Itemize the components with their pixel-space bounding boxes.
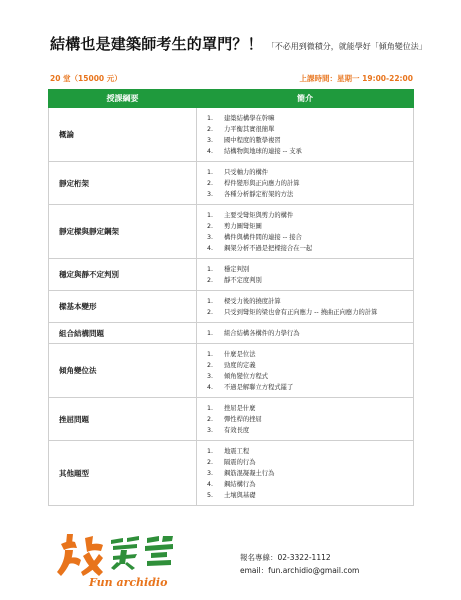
fun-archidio-logo	[55, 530, 185, 590]
list-item-text: 什麼是位法	[224, 350, 256, 358]
row-details	[197, 162, 414, 205]
list-item-number: 2.	[207, 276, 214, 284]
list-item	[207, 243, 409, 254]
list-item-number: 2.	[207, 125, 214, 133]
table-row	[49, 398, 414, 441]
detail-list	[207, 296, 409, 318]
row-topic: 靜定樑與靜定鋼架	[49, 205, 197, 259]
list-item	[207, 124, 409, 135]
list-item-number: 2.	[207, 308, 214, 316]
list-item-number: 2.	[207, 458, 214, 466]
list-item	[207, 167, 409, 178]
list-item-text: 傾角變位方程式	[224, 372, 269, 380]
list-item	[207, 349, 409, 360]
list-item-text: 國中程度的數學複習	[224, 136, 281, 144]
list-item-text: 剪力圖彎矩圖	[224, 222, 262, 230]
row-topic: 挫屈問題	[49, 398, 197, 441]
list-item-text: 勁度的定義	[224, 361, 256, 369]
list-item-text: 有效長度	[224, 426, 250, 434]
list-item	[207, 146, 409, 157]
row-details	[197, 398, 414, 441]
list-item-text: 穩定判別	[224, 265, 250, 273]
list-item-number: 1.	[207, 265, 214, 273]
list-item	[207, 178, 409, 189]
list-item	[207, 382, 409, 393]
detail-list	[207, 349, 409, 393]
list-item-text: 力平衡其實很簡單	[224, 125, 275, 133]
page-subtitle: 「不必用到微積分，就能學好「傾角變位法」	[266, 42, 427, 51]
row-topic: 靜定桁架	[49, 162, 197, 205]
row-details	[197, 323, 414, 344]
list-item	[207, 135, 409, 146]
row-details	[197, 205, 414, 259]
list-item	[207, 360, 409, 371]
syllabus-body	[49, 108, 414, 506]
list-item-text: 各種分析靜定桁架的方法	[224, 190, 294, 198]
table-row	[49, 323, 414, 344]
list-item-text: 鋼筋混凝凝土行為	[224, 469, 275, 477]
list-item-text: 挫屈是什麼	[224, 404, 256, 412]
list-item	[207, 307, 409, 318]
page-title-row	[50, 33, 430, 53]
list-item-text: 彈性桿的挫屈	[224, 415, 262, 423]
logo-english-text: Fun archidio	[89, 576, 168, 589]
list-item-number: 4.	[207, 244, 214, 252]
row-topic: 穩定與靜不定判別	[49, 259, 197, 291]
list-item-number: 4.	[207, 383, 214, 391]
row-details	[197, 259, 414, 291]
list-item-number: 3.	[207, 233, 214, 241]
table-row	[49, 108, 414, 162]
list-item	[207, 479, 409, 490]
header-topic: 授課綱要	[49, 90, 197, 108]
row-topic: 其他題型	[49, 441, 197, 506]
list-item-number: 5.	[207, 491, 214, 499]
row-topic: 概論	[49, 108, 197, 162]
row-details	[197, 344, 414, 398]
list-item	[207, 328, 409, 339]
list-item-number: 1.	[207, 211, 214, 219]
list-item-number: 2.	[207, 361, 214, 369]
list-item-text: 只受軸力的構件	[224, 168, 269, 176]
row-topic: 組合結構問題	[49, 323, 197, 344]
list-item	[207, 414, 409, 425]
list-item-text: 地震工程	[224, 447, 250, 455]
contact-email: email：fun.archidio@gmail.com	[240, 566, 360, 575]
table-row	[49, 291, 414, 323]
list-item	[207, 425, 409, 436]
list-item-text: 只受到彎矩的梁也會有正向應力 -- 撓曲正向應力的計算	[224, 308, 378, 316]
list-item-text: 桿件變形與正向應力的計算	[224, 179, 300, 187]
table-row	[49, 162, 414, 205]
contact-info	[240, 551, 359, 577]
list-item-text: 隔震的行為	[224, 458, 256, 466]
list-item-number: 2.	[207, 415, 214, 423]
detail-list	[207, 328, 409, 339]
table-row	[49, 441, 414, 506]
detail-list	[207, 167, 409, 200]
list-item	[207, 210, 409, 221]
header-details: 簡介	[197, 90, 414, 108]
class-schedule: 上課時間：星期一 19:00-22:00	[299, 74, 413, 83]
list-item	[207, 275, 409, 286]
list-item-text: 構件與構件間的連接 -- 接合	[224, 233, 302, 241]
table-row	[49, 344, 414, 398]
list-item-number: 4.	[207, 147, 214, 155]
list-item	[207, 490, 409, 501]
list-item	[207, 232, 409, 243]
table-header-row	[49, 90, 414, 108]
list-item	[207, 446, 409, 457]
list-item-number: 1.	[207, 168, 214, 176]
list-item-number: 2.	[207, 179, 214, 187]
list-item-number: 3.	[207, 136, 214, 144]
list-item	[207, 189, 409, 200]
list-item-text: 土壤與基礎	[224, 491, 256, 499]
list-item-text: 鋼結構行為	[224, 480, 256, 488]
list-item	[207, 296, 409, 307]
table-row	[49, 205, 414, 259]
list-item-number: 3.	[207, 426, 214, 434]
row-topic: 樑基本變形	[49, 291, 197, 323]
list-item	[207, 264, 409, 275]
list-item-number: 1.	[207, 329, 214, 337]
list-item-text: 不過是解聯立方程式罷了	[224, 383, 294, 391]
list-item	[207, 403, 409, 414]
table-row	[49, 259, 414, 291]
list-item-text: 靜不定度判別	[224, 276, 262, 284]
row-details	[197, 108, 414, 162]
list-item-text: 樑受力後的撓度計算	[224, 297, 281, 305]
list-item-text: 建築結構學在幹嘛	[224, 114, 275, 122]
page-title: 結構也是建築師考生的罩門？！	[50, 35, 263, 53]
sessions-price: 20 堂（15000 元）	[50, 74, 122, 83]
list-item-number: 3.	[207, 190, 214, 198]
list-item	[207, 371, 409, 382]
detail-list	[207, 446, 409, 501]
list-item-number: 2.	[207, 222, 214, 230]
contact-phone: 報名專線：02-3322-1112	[240, 553, 331, 562]
row-topic: 傾角變位法	[49, 344, 197, 398]
list-item-text: 主要受彎矩與剪力的構件	[224, 211, 294, 219]
list-item-number: 1.	[207, 114, 214, 122]
detail-list	[207, 210, 409, 254]
list-item-number: 3.	[207, 372, 214, 380]
detail-list	[207, 113, 409, 157]
list-item-text: 結構物與地球的連接 -- 支承	[224, 147, 302, 155]
list-item-number: 1.	[207, 297, 214, 305]
detail-list	[207, 403, 409, 436]
list-item-number: 1.	[207, 447, 214, 455]
row-details	[197, 441, 414, 506]
list-item-number: 3.	[207, 469, 214, 477]
list-item-number: 4.	[207, 480, 214, 488]
list-item	[207, 468, 409, 479]
list-item	[207, 457, 409, 468]
list-item-number: 1.	[207, 350, 214, 358]
detail-list	[207, 264, 409, 286]
list-item-text: 組合結構各構件的力學行為	[224, 329, 300, 337]
list-item-text: 鋼架分析不過是把樑接合在一起	[224, 244, 313, 252]
list-item	[207, 113, 409, 124]
list-item	[207, 221, 409, 232]
row-details	[197, 291, 414, 323]
syllabus-table	[48, 89, 414, 506]
list-item-number: 1.	[207, 404, 214, 412]
